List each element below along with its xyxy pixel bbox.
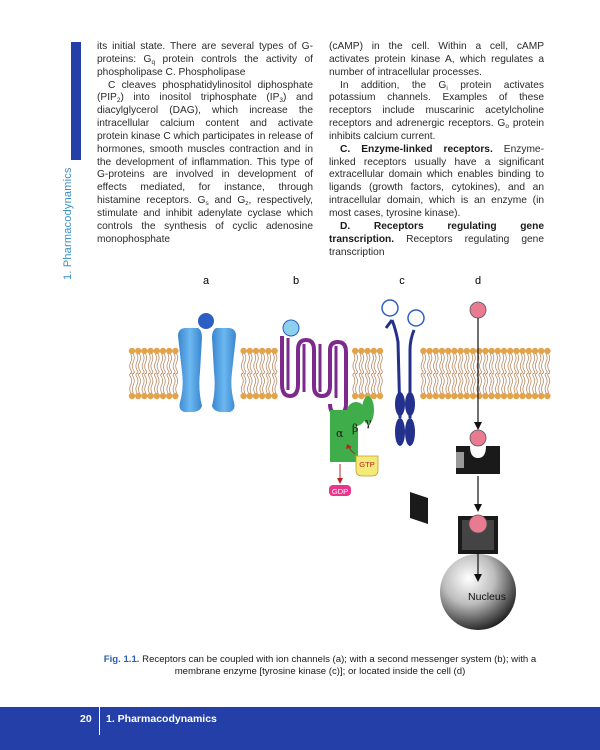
paragraph — [329, 144, 544, 221]
subscript: i — [446, 84, 448, 92]
text-run: Receptors regulating gene transcription — [329, 233, 544, 258]
text-run: In addition, the G — [340, 79, 447, 91]
nucleus-label: Nucleus — [468, 591, 506, 603]
paragraph — [329, 80, 544, 144]
gpcr-ligand — [283, 320, 299, 336]
text-run: protein activates potassium channels. Examples of these receptors include muscarinic acetylcholine receptors and adrenergic receptors. G — [329, 79, 545, 130]
text-run: protein inhibits calcium current. — [329, 118, 544, 142]
subscript: 2 — [116, 97, 121, 105]
text-run: protein controls the activity of phospholipase C. Phospholipase — [97, 53, 313, 78]
gamma-label: γ — [365, 416, 372, 429]
gtp-label: GTP — [359, 460, 375, 469]
footer-chapter-title: 1. Pharmacodynamics — [106, 713, 217, 725]
text-run: , respectively, stimulate and inhibit adenylate cyclase which controls the synthesis of cyclic adenosine monophosphate — [97, 195, 314, 245]
text-run: its initial state. There are several types of G-proteins: G — [97, 41, 313, 65]
paragraph — [97, 80, 313, 247]
section-heading-c: C. Enzyme-linked receptors. — [340, 143, 493, 155]
section-heading-d: D. Receptors regulating gene transcription. — [329, 220, 544, 245]
enzyme-linked-receptor — [382, 300, 428, 524]
subscript: q — [151, 58, 156, 66]
text-column-right — [329, 41, 544, 259]
figure-caption — [100, 654, 540, 678]
paragraph — [97, 41, 313, 80]
tyrosine-kinase-domain — [410, 492, 428, 524]
panel-label-c: c — [399, 275, 405, 287]
ion-ligand — [198, 313, 214, 329]
alpha-label: α — [336, 427, 344, 440]
growth-factor-ligand — [382, 300, 398, 316]
panel-label-d: d — [474, 275, 482, 287]
receptor-figure — [0, 260, 600, 660]
chapter-side-label: 1. Pharmacodynamics — [62, 167, 74, 280]
text-run: ) into inositol triphosphate (IP — [120, 92, 280, 104]
paragraph — [329, 221, 544, 260]
footer-divider — [99, 707, 100, 735]
panel-label-b: b — [292, 275, 300, 287]
subscript: s — [205, 200, 209, 208]
text-run: and G — [208, 195, 246, 207]
panel-label-a: a — [202, 275, 210, 287]
g-protein-coupled-receptor — [282, 320, 378, 496]
page-footer — [0, 707, 600, 750]
beta-label: β — [352, 422, 359, 435]
figure-number: Fig. 1.1. — [103, 654, 140, 665]
text-run: Enzyme-linked receptors usually have a significant extracellular domain which enables binding to ligands (growth factors, cytokines), and an intracellular domain, which is an enzyme (in most cases, tyrosine kinase). — [329, 143, 544, 219]
paragraph: (cAMP) in the cell. Within a cell, cAMP activates protein kinase A, which regulates a number of intracellular processes. — [329, 41, 544, 78]
text-run: ) and diacylglycerol (DAG), which increase the intracellular calcium content and activate protein kinase C which participates in release of hormones, smooth muscles contraction and in the development of inflammation. This type of G-proteins are involved in development of effects mediated, for instance, through histamine receptors. G — [97, 92, 313, 207]
subscript: 3 — [279, 97, 284, 105]
subscript: o — [505, 123, 509, 131]
page-number: 20 — [80, 713, 92, 725]
steroid-ligand — [470, 302, 486, 318]
subscript: z — [245, 200, 249, 208]
text-column-left — [97, 41, 313, 247]
text-run: C cleaves phosphatidylinositol diphosphate (PIP — [97, 79, 313, 104]
growth-factor-ligand — [408, 310, 424, 326]
ion-channel — [178, 313, 236, 412]
gdp-label: GDP — [331, 487, 349, 496]
chapter-tab-marker — [71, 42, 81, 160]
caption-text: Receptors can be coupled with ion channels (a); with a second messenger system (b); with a membrane enzyme [tyrosine kinase (c)]; or located inside the cell (d) — [139, 654, 537, 677]
